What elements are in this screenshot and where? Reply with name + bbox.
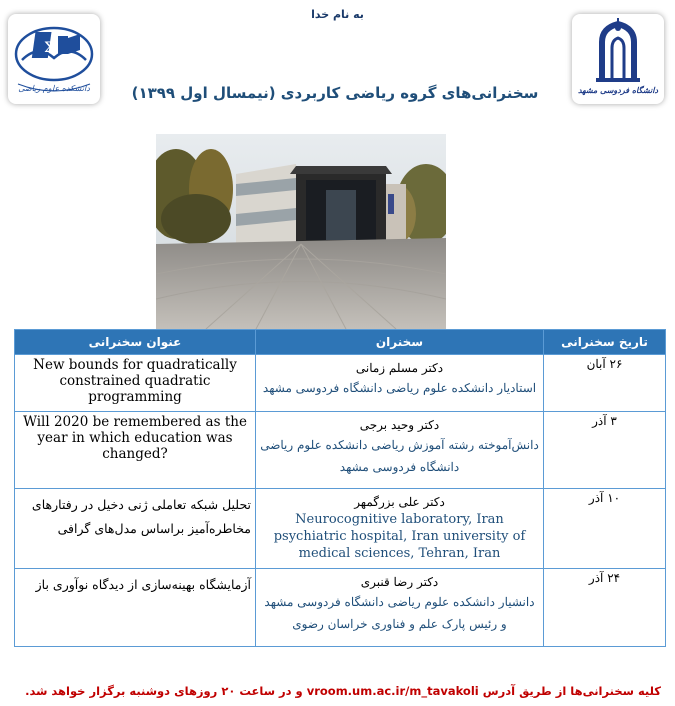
table-row xyxy=(15,412,666,489)
column-header-topic: عنوان سخنرانی xyxy=(15,330,256,355)
lecture-date: ۲۴ آذر xyxy=(544,569,666,647)
lecture-topic xyxy=(15,412,256,489)
lecture-date: ۱۰ آذر xyxy=(544,489,666,569)
topic-title: Will 2020 be remembered as the year in which education was changed? xyxy=(23,414,247,462)
speaker-affiliation: دانشیار دانشکده علوم ریاضی دانشگاه فردوسی مشهد و رئیس پارک علم و فناوری خراسان رضوی xyxy=(264,595,535,631)
table-header-row xyxy=(15,330,666,355)
page-title: سخنرانی‌های گروه ریاضی کاربردی (نیمسال اول ۱۳۹۹) xyxy=(131,84,539,102)
speaker-name: دکتر وحید برجی xyxy=(359,418,440,432)
footer-note xyxy=(0,684,661,698)
campus-photo xyxy=(156,134,446,329)
lectures-table xyxy=(14,329,666,647)
topic-title: تحلیل شبکه تعاملی ژنی دخیل در رفتارهای مخاطره‌آمیز براساس مدل‌های گرافی xyxy=(31,497,251,536)
footer-suffix: و در ساعت ۲۰ روزهای دوشنبه برگزار خواهد شد. xyxy=(25,684,303,698)
table-row xyxy=(15,569,666,647)
lecture-speaker xyxy=(256,412,544,489)
speaker-affiliation: Neurocognitive laboratory, Iran psychiatric hospital, Iran university of medical sciences, Tehran, Iran xyxy=(273,512,526,561)
lecture-topic xyxy=(15,489,256,569)
lecture-speaker xyxy=(256,355,544,412)
lecture-speaker xyxy=(256,489,544,569)
lecture-topic xyxy=(15,355,256,412)
footer-prefix: کلیه سخنرانی‌ها از طریق آدرس xyxy=(482,684,661,698)
faculty-logo-caption: دانشکده علوم ریاضی xyxy=(18,84,90,93)
speaker-affiliation: استادیار دانشکده علوم ریاضی دانشگاه فردوسی مشهد xyxy=(262,381,537,395)
table-row xyxy=(15,489,666,569)
lecture-speaker xyxy=(256,569,544,647)
table-row xyxy=(15,355,666,412)
faculty-logo xyxy=(8,14,100,104)
svg-text:Σ: Σ xyxy=(44,40,54,56)
lecture-date: ۳ آذر xyxy=(544,412,666,489)
topic-title: آزمایشگاه بهینه‌سازی از دیدگاه نوآوری باز xyxy=(35,577,251,592)
virtual-room-link[interactable]: vroom.um.ac.ir/m_tavakoli xyxy=(306,684,479,698)
speaker-name: دکتر رضا قنبری xyxy=(360,575,439,589)
speaker-affiliation: دانش‌آموخته رشته آموزش ریاضی دانشکده علوم ریاضی دانشگاه فردوسی مشهد xyxy=(260,438,539,474)
university-logo-caption: دانشگاه فردوسی مشهد xyxy=(577,86,659,95)
topic-title: New bounds for quadratically constrained quadratic programming xyxy=(33,357,237,405)
column-header-speaker: سخنران xyxy=(256,330,544,355)
speaker-name: دکتر علی بزرگمهر xyxy=(354,495,445,509)
basmala: به نام خدا xyxy=(311,8,364,21)
lecture-date: ۲۶ آبان xyxy=(544,355,666,412)
speaker-name: دکتر مسلم زمانی xyxy=(355,361,444,375)
faculty-building-image-icon xyxy=(156,134,446,329)
university-logo xyxy=(572,14,664,104)
lecture-topic xyxy=(15,569,256,647)
column-header-date: تاریخ سخنرانی xyxy=(544,330,666,355)
